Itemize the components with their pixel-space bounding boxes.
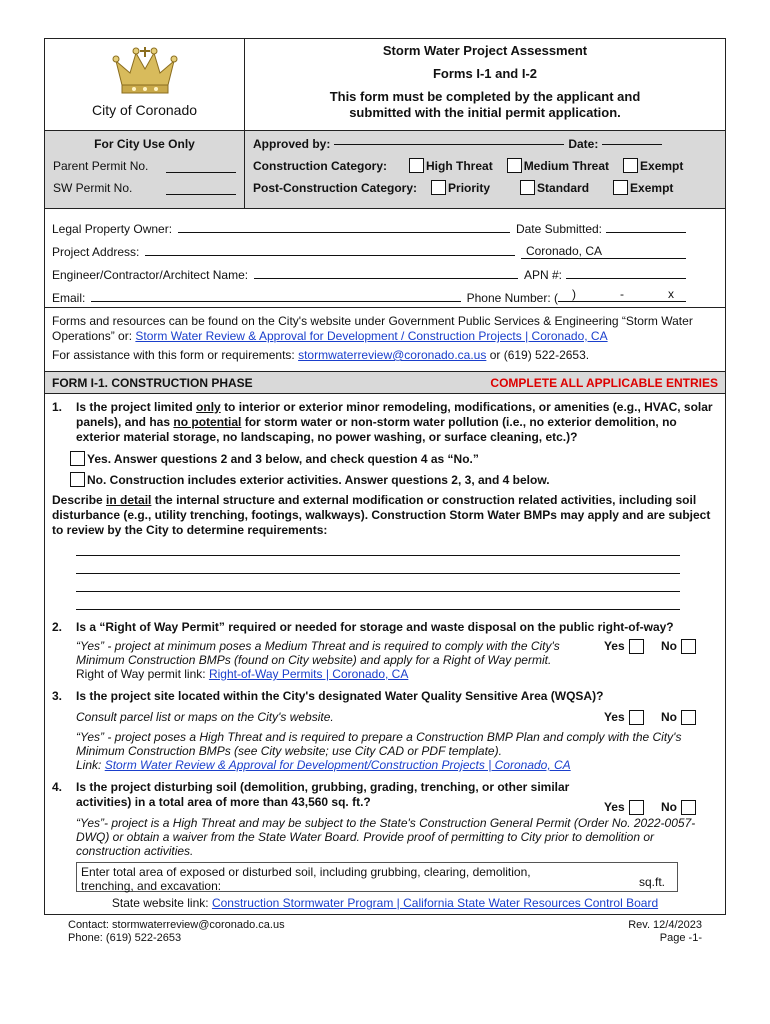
q2-note: “Yes” - project at minimum poses a Medium Threat and is required to comply with the City's Minimum Construction BMPs (found on City website) and apply for a Right of Way permit. bbox=[76, 639, 560, 667]
address-field[interactable] bbox=[145, 255, 515, 256]
footer-revision: Rev. 12/4/2023 bbox=[628, 919, 702, 931]
q1-no-checkbox[interactable] bbox=[70, 472, 85, 487]
apn-field[interactable] bbox=[566, 278, 686, 279]
page-footer bbox=[44, 915, 726, 945]
parent-permit-field[interactable] bbox=[166, 159, 236, 173]
parent-permit-label: Parent Permit No. bbox=[53, 159, 149, 173]
exempt-label: Exempt bbox=[640, 158, 684, 173]
construction-category-label: Construction Category: bbox=[253, 158, 388, 173]
date-submitted-label: Date Submitted: bbox=[515, 222, 602, 236]
q2-yes-no: Yes No bbox=[604, 639, 698, 654]
footer-phone: Phone: (619) 522-2653 bbox=[68, 932, 182, 944]
medium-threat-label: Medium Threat bbox=[523, 158, 610, 173]
city-logo-block bbox=[45, 39, 245, 130]
q1-yes-label: Yes. Answer questions 2 and 3 below, and check question 4 as “No.” bbox=[87, 451, 479, 466]
question-4: 4. Is the project disturbing soil (demolition, grubbing, grading, trenching, or other similar activities) in a total area of more than 43,560 sq. ft.? Yes No “Yes”- project is a High Threat and may be subject to the State's Construction General Permit (Order No. 2022-0057-DWQ) or obtain a waiver from the State Water Board. Provide proof of permitting to City prior to demolition or construction activities. Enter total area of exposed or disturbed soil, including grubbing, clearing, demolition, trenching, and excavation: sq.ft. State website link: Construction Stormwater Program | California State Water Resources Control Board bbox=[45, 772, 725, 914]
post-exempt-checkbox[interactable] bbox=[613, 180, 628, 195]
form-header bbox=[45, 39, 725, 131]
resources-section bbox=[45, 308, 725, 372]
priority-label: Priority bbox=[448, 180, 491, 195]
form-numbers: Forms I-1 and I-2 bbox=[432, 66, 538, 81]
state-water-board-link[interactable]: Construction Stormwater Program | California State Water Resources Control Board bbox=[211, 896, 659, 910]
exempt-checkbox[interactable] bbox=[623, 158, 638, 173]
state-link-label: State website link: bbox=[111, 896, 209, 910]
describe-instruction: Describe in detail the internal structure and external modification or construction related activities, including soil disturbance (e.g., utility trenching, footings, walkways). Construction Storm Water BMPs may apply and are subject to review by the City to determine requirements: bbox=[52, 493, 711, 537]
q3-no-checkbox[interactable] bbox=[681, 710, 696, 725]
question-2: 2. Is a “Right of Way Permit” required or needed for storage and waste disposal on the public right-of-way? Yes No “Yes” - project at minimum poses a Medium Threat and is required to comply with the City's Minimum Construction BMPs (found on City website) and apply for a Right of Way permit. Right of Way permit link: Right-of-Way Permits | Coronado, CA bbox=[45, 610, 725, 681]
describe-lines[interactable] bbox=[52, 538, 718, 610]
high-threat-checkbox[interactable] bbox=[409, 158, 424, 173]
priority-checkbox[interactable] bbox=[431, 180, 446, 195]
footer-page-number: Page -1- bbox=[659, 932, 702, 944]
q4-no-checkbox[interactable] bbox=[681, 800, 696, 815]
high-threat-label: High Threat bbox=[426, 158, 493, 173]
project-info-section bbox=[45, 209, 725, 308]
date-label: Date: bbox=[568, 137, 599, 151]
city-name: City of Coronado bbox=[91, 102, 198, 118]
footer-contact: Contact: stormwaterreview@coronado.ca.us bbox=[68, 919, 285, 931]
q3-yes-checkbox[interactable] bbox=[629, 710, 644, 725]
standard-checkbox[interactable] bbox=[520, 180, 535, 195]
approved-by-label: Approved by: bbox=[253, 137, 331, 151]
q4-yes-no: Yes No bbox=[604, 800, 698, 815]
right-of-way-link[interactable]: Right-of-Way Permits | Coronado, CA bbox=[208, 667, 409, 681]
date-submitted-field[interactable] bbox=[606, 232, 686, 233]
medium-threat-checkbox[interactable] bbox=[507, 158, 522, 173]
email-label: Email: bbox=[52, 291, 86, 305]
email-link[interactable]: stormwaterreview@coronado.ca.us bbox=[298, 348, 487, 362]
engineer-field[interactable] bbox=[254, 278, 518, 279]
phone-label: Phone Number: ( bbox=[466, 291, 558, 305]
q1-no-label: No. Construction includes exterior activities. Answer questions 2, 3, and 4 below. bbox=[87, 472, 550, 487]
form-title: Storm Water Project Assessment bbox=[382, 43, 588, 58]
question-1: 1. Is the project limited only to interior or exterior minor remodeling, modifications, or amenities (e.g., HVAC, solar panels), and has no potential for storm water or non-storm water pollution (i.e., no exterior demolition, no exterior material storage, no landscaping, no power washing, or surface cleaning, etc.)? Yes. Answer questions 2 and 3 below, and check question 4 as “No.” No. Construction includes exterior activities. Answer questions 2, 3, and 4 below. Describe in detail the internal structure and external modification or construction related activities, including soil disturbance (e.g., utility trenching, footings, walkways). Construction Storm Water BMPs may apply and are subject to review by the City to determine requirements: bbox=[45, 394, 725, 610]
q1-yes-checkbox[interactable] bbox=[70, 451, 85, 466]
q3-yes-no: Yes No bbox=[604, 710, 698, 725]
owner-label: Legal Property Owner: bbox=[52, 222, 173, 236]
q2-no-checkbox[interactable] bbox=[681, 639, 696, 654]
crown-logo-icon bbox=[110, 45, 180, 97]
post-exempt-label: Exempt bbox=[630, 180, 674, 195]
post-construction-label: Post-Construction Category: bbox=[253, 180, 418, 195]
address-label: Project Address: bbox=[52, 245, 140, 259]
disturbed-area-field[interactable]: Enter total area of exposed or disturbed soil, including grubbing, clearing, demolition, trenching, and excavation: sq.ft. bbox=[76, 862, 678, 892]
form-i1-title: FORM I-1. CONSTRUCTION PHASE bbox=[52, 376, 253, 390]
owner-field[interactable] bbox=[178, 232, 510, 233]
phone-field[interactable]: ) - x bbox=[558, 287, 686, 302]
form-instruction: This form must be completed by the applicant and submitted with the initial permit application. bbox=[329, 89, 641, 120]
engineer-label: Engineer/Contractor/Architect Name: bbox=[52, 268, 249, 282]
sw-permit-label: SW Permit No. bbox=[53, 181, 133, 195]
apn-label: APN #: bbox=[523, 268, 562, 282]
resources-text: Forms and resources can be found on the City's website under Government Public Services & Engineering “Storm Water Operations” or: bbox=[52, 314, 693, 343]
q4-note: “Yes”- project is a High Threat and may be subject to the State's Construction General Permit (Order No. 2022-0057-DWQ) or obtain a waiver from the State Water Board. Provide proof of permitting to City prior to demolition or construction activities. bbox=[76, 816, 696, 858]
storm-water-review-link-2[interactable]: Storm Water Review & Approval for Development/Construction Projects | Coronado, CA bbox=[104, 758, 571, 772]
q4-yes-checkbox[interactable] bbox=[629, 800, 644, 815]
sw-permit-field[interactable] bbox=[166, 181, 236, 195]
coronado-text: Coronado, CA bbox=[521, 244, 686, 259]
q3-note: “Yes” - project poses a High Threat and is required to prepare a Construction BMP Plan and comply with the City's Minimum Construction BMPs (see City website; use City CAD or PDF template). bbox=[76, 730, 682, 758]
q3-consult: Consult parcel list or maps on the City's website. bbox=[76, 710, 334, 724]
approved-by-field[interactable] bbox=[334, 144, 564, 145]
email-field[interactable] bbox=[91, 301, 460, 302]
city-use-heading: For City Use Only bbox=[94, 137, 195, 151]
standard-label: Standard bbox=[537, 180, 590, 195]
q2-yes-checkbox[interactable] bbox=[629, 639, 644, 654]
date-field[interactable] bbox=[602, 144, 662, 145]
complete-all-entries: COMPLETE ALL APPLICABLE ENTRIES bbox=[490, 376, 718, 390]
question-3: 3. Is the project site located within the City's designated Water Quality Sensitive Area (WQSA)? Yes No Consult parcel list or maps on the City's website. “Yes” - project poses a High Threat and is required to prepare a Construction BMP Plan and comply with the City's Minimum Construction BMPs (see City website; use City CAD or PDF template). Link: Storm Water Review & Approval for Development/Construction Projects | Coronado, CA bbox=[45, 681, 725, 772]
city-use-section bbox=[45, 131, 725, 209]
assistance-phone: or (619) 522-2653. bbox=[489, 348, 590, 362]
assistance-text: For assistance with this form or requirements: bbox=[52, 348, 295, 362]
form-i1-header bbox=[45, 372, 725, 394]
storm-water-review-link[interactable]: Storm Water Review & Approval for Development / Construction Projects | Coronado, CA bbox=[135, 329, 608, 343]
